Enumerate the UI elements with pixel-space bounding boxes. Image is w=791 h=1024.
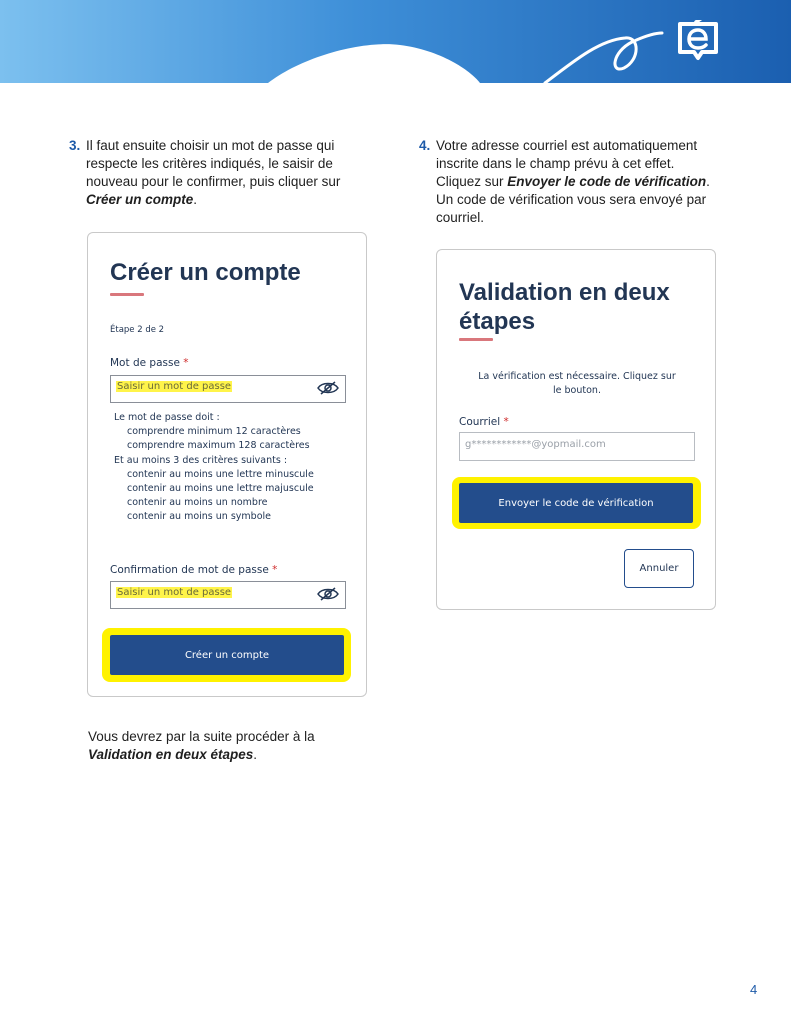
step-3-number: 3. — [69, 138, 81, 153]
confirm-label-text: Confirmation de mot de passe — [110, 564, 269, 576]
criteria-item: contenir au moins une lettre minuscule — [127, 469, 314, 480]
confirm-password-placeholder: Saisir un mot de passe — [117, 587, 232, 598]
rules-intro: Le mot de passe doit : — [114, 412, 220, 423]
password-label — [110, 357, 189, 369]
create-account-title: Créer un compte — [110, 259, 301, 286]
email-label — [459, 416, 509, 428]
logo-icon — [674, 20, 722, 64]
password-input[interactable] — [110, 375, 346, 403]
email-value: g************@yopmail.com — [465, 439, 606, 450]
validation-title — [459, 278, 670, 336]
verification-message: La vérification est nécessaire. Cliquez sur le bouton. — [478, 371, 676, 396]
criteria-item: contenir au moins un symbole — [127, 511, 271, 522]
rule-item: comprendre minimum 12 caractères — [127, 426, 301, 437]
eye-slash-icon[interactable] — [317, 587, 339, 601]
create-account-button[interactable]: Créer un compte — [110, 635, 344, 675]
required-mark: * — [272, 564, 278, 576]
confirm-password-input[interactable] — [110, 581, 346, 609]
step-3-text-end: . — [193, 192, 198, 207]
validation-title-line1: Validation en deux — [459, 279, 670, 306]
step-4-bold: Envoyer le code de vérification — [507, 174, 707, 189]
page-number: 4 — [750, 982, 758, 997]
step-4-text: Votre adresse courriel est automatiquement inscrite dans le champ prévu à cet effet. Cliquez sur — [436, 138, 698, 189]
step-3-instruction — [69, 137, 359, 209]
send-verification-code-button[interactable]: Envoyer le code de vérification — [459, 483, 693, 523]
password-label-text: Mot de passe — [110, 357, 180, 369]
create-account-card — [87, 232, 367, 697]
criteria-intro: Et au moins 3 des critères suivants : — [114, 455, 288, 466]
confirm-password-label — [110, 564, 277, 576]
criteria-item: contenir au moins un nombre — [127, 497, 268, 508]
step-4-number: 4. — [419, 138, 431, 153]
required-mark: * — [503, 416, 509, 428]
after-bold: Validation en deux étapes — [88, 747, 254, 762]
header-banner — [0, 0, 791, 83]
email-label-text: Courriel — [459, 416, 501, 428]
step-3-text: Il faut ensuite choisir un mot de passe qui respecte les critères indiqués, le saisir de nouveau pour le confirmer, puis cliquer sur — [86, 138, 341, 189]
password-rules — [114, 411, 314, 524]
email-input[interactable] — [459, 432, 695, 461]
after-text-end: . — [253, 747, 258, 762]
password-placeholder: Saisir un mot de passe — [117, 381, 232, 392]
step-4-text-end: . Un code de vérification vous sera envoyé par courriel. — [436, 174, 710, 225]
after-paragraph — [88, 728, 348, 764]
step-3-bold: Créer un compte — [86, 192, 194, 207]
required-mark: * — [183, 357, 189, 369]
title-accent-bar — [110, 293, 144, 296]
title-accent-bar — [459, 338, 493, 341]
criteria-item: contenir au moins une lettre majuscule — [127, 483, 314, 494]
rule-item: comprendre maximum 128 caractères — [127, 440, 310, 451]
after-text: Vous devrez par la suite procéder à la — [88, 729, 315, 744]
eye-slash-icon[interactable] — [317, 381, 339, 395]
step-label: Étape 2 de 2 — [110, 325, 165, 335]
two-step-validation-card — [436, 249, 716, 610]
cancel-button[interactable]: Annuler — [624, 549, 694, 588]
validation-title-line2: étapes — [459, 308, 536, 335]
step-4-instruction — [419, 137, 719, 227]
